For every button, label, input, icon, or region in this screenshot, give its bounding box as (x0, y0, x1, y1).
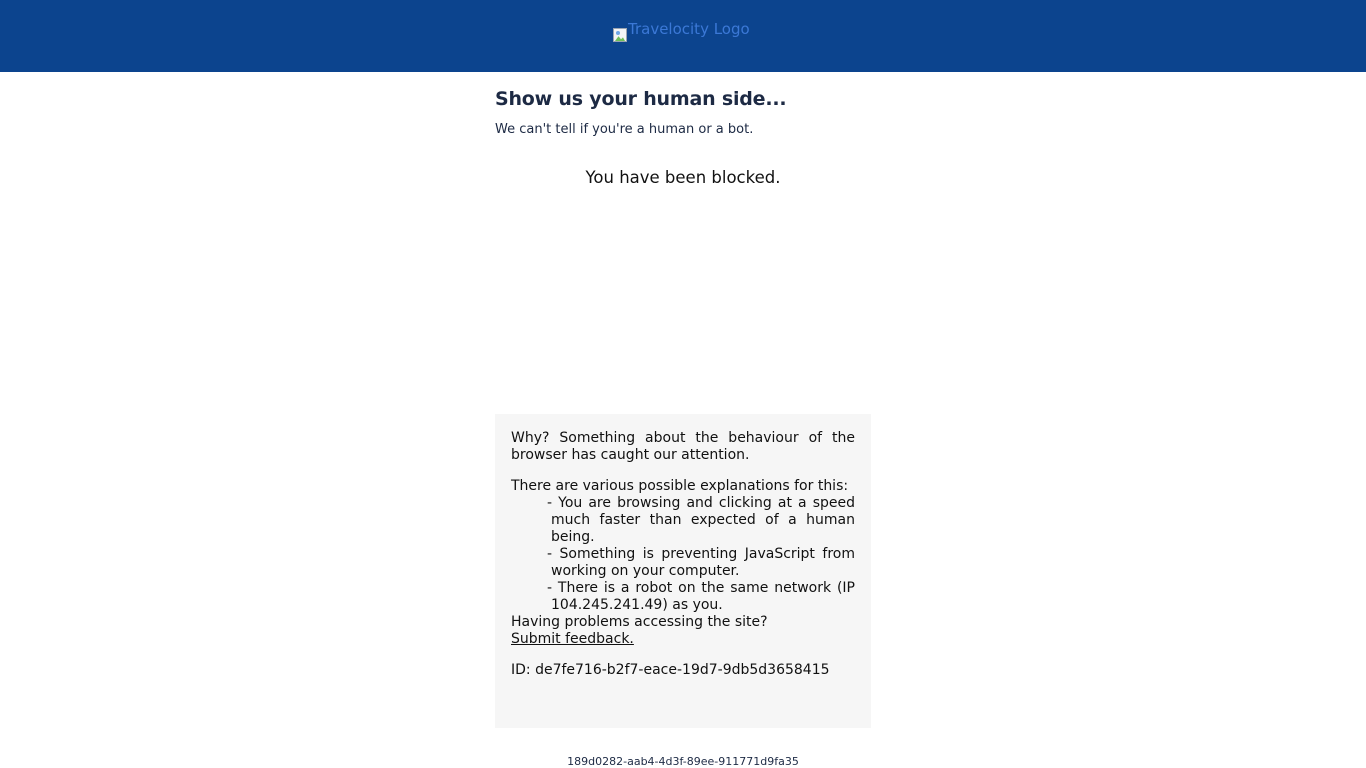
problems-text: Having problems accessing the site? (511, 614, 768, 630)
footer-request-id: 189d0282-aab4-4d3f-89ee-911771d9fa35 (567, 755, 799, 768)
explanation-panel (495, 414, 871, 728)
site-header (0, 0, 1366, 72)
broken-image-icon (613, 28, 627, 42)
logo-alt-text: Travelocity Logo (628, 20, 750, 38)
reason-item: - There is a robot on the same network (IP 104.245.241.49) as you. (547, 580, 855, 613)
site-logo[interactable] (613, 21, 750, 43)
reason-item: - You are browsing and clicking at a speed much faster than expected of a human being. (547, 495, 855, 545)
reasons-intro: There are various possible explanations for this: (511, 478, 849, 494)
block-id: ID: de7fe716-b2f7-eace-19d7-9db5d3658415 (511, 662, 830, 678)
reason-item: - Something is preventing JavaScript from working on your computer. (547, 546, 855, 579)
submit-feedback-link[interactable]: Submit feedback. (511, 631, 634, 647)
page-subtitle: We can't tell if you're a human or a bot. (495, 122, 754, 137)
blocked-message: You have been blocked. (585, 168, 781, 187)
why-text: Why? Something about the behaviour of the browser has caught our attention. (511, 430, 855, 463)
page-title: Show us your human side... (495, 88, 787, 110)
